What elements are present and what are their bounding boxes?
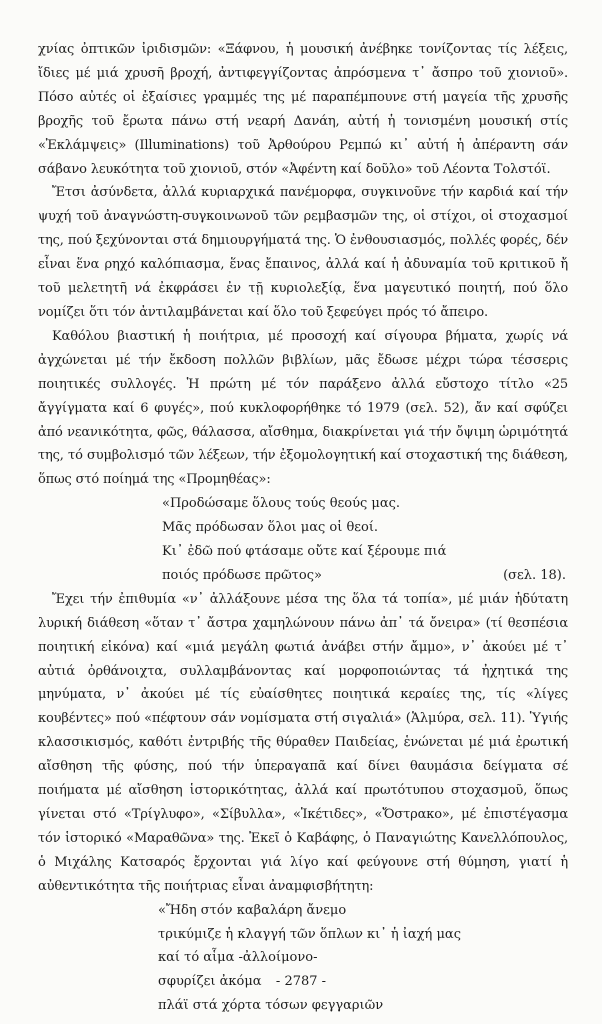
verse-line: σφυρίζει ἀκόμα [158, 974, 262, 990]
paragraph-1: χνίας ὀπτικῶν ἰριδισμῶν: «Ξάφνου, ἡ μουσική ἀνέβηκε τονίζοντας τίς λέξεις, ἴδιες μέ μιά χρυσῆ βροχή, ἀντιφεγγίζοντας ἀπρόσμενα τ᾽ ἄσπρο τοῦ χιονιοῦ». Πόσο αὐτές οἱ ἐξαίσιες γραμμές της μέ παραπέμπουνε στή μαγεία τῆς χρυσῆς βροχῆς τοῦ ἔρωτα πάνω στή νεαρή Δανάη, αὐτή ἡ τονισμένη μουσική στίς «Ἐκλάμψεις» (Illuminations) τοῦ Ἀρθούρου Ρεμπώ κι᾽ αὐτή ἡ ἀπέραντη σάν σάβανο λευκότητα τοῦ χιονιοῦ, στόν «Ἀφέντη καί δοῦλο» τοῦ Λέοντα Τολστόϊ. [38, 42, 568, 177]
verse-line: ποιός πρόδωσε πρῶτος» [162, 567, 322, 583]
paragraph-2: Ἔτσι ἀσύνδετα, ἀλλά κυριαρχικά πανέμορφα, συγκινοῦνε τήν καρδιά καί τήν ψυχή τοῦ ἀναγνώστη-συγκοινωνοῦ τῶν ρεμβασμῶν της, οἱ στίχοι, οἱ στοχασμοί της, πού ξεχύνονται στά δημιουργήματά της. Ὁ ἐνθουσιασμός, πολλές φορές, δέν εἶναι ἕνα ρηχό καλόπιασμα, ἕνας ἔπαινος, ἀλλά καί ἡ ἀδυναμία τοῦ κριτικοῦ ἤ τοῦ μελετητῆ νά ἐκφράσει ἐν τῇ κυριολεξίᾳ, ἕνα μαγευτικό ποιητή, πού ὅλο νομίζει ὅτι τόν ἀντιλαμβάνεται καί ὅλο τοῦ ξεφεύγει πρός τό ἄπειρο. [38, 185, 568, 320]
verse-line: «Προδώσαμε ὅλους τούς θεούς μας. [162, 496, 401, 512]
paragraph-4: Ἔχει τήν ἐπιθυμία «ν᾽ ἀλλάξουνε μέσα της ὅλα τά τοπία», μέ μιάν ἡδύτατη λυρική διάθεση «ὅταν τ᾽ ἄστρα χαμηλώνουν πάνω ἀπ᾽ τά ὄνειρα» (τί θεσπέσια ποιητική εἰκόνα) καί «μιά μεγάλη φωτιά ἀνάβει στήν ἄμμο», ν᾽ ἀκούει μέ τ᾽ αὐτιά ὀρθάνοιχτα, συλλαμβάνοντας καί μορφοποιώντας τά ἠχητικά της μηνύματα, ν᾽ ἀκούει μέ τίς εὐαίσθητες ποιητικά κεραίες της, τίς «λίγες κουβέντες» πού «πέφτουν σάν νομίσματα στή σιγαλιά» (Ἁλμύρα, σελ. 11). Ὑγιής κλασσικισμός, καθότι ἐντριβής τῆς θύραθεν Παιδείας, ἑνώνεται μέ μιά ἐρωτική αἴσθηση τῆς φύσης, πού τήν ὑπεραγαπᾶ καί δίνει θαυμάσια δείγματα σέ ποιήματα μέ αἴσθηση ἱστορικότητας, ἀλλά καί πρωτότυπου στοχασμοῦ, ὅπως γίνεται στό «Τρίγλυφο», «Σίβυλλα», «Ἱκέτιδες», «Ὄστρακο», μέ ἐπιστέγασμα τόν ἱστορικό «Μαραθῶνα» της. Ἐκεῖ ὁ Καβάφης, ὁ Παναγιώτης Κανελλόπουλος, ὁ Μιχάλης Κατσαρός ἔρχονται γιά λίγο καί φεύγουνε στή θύμηση, γιατί ἡ αὐθεντικότητα τῆς ποιήτριας εἶναι ἀναμφισβήτητη: [38, 591, 568, 894]
page-number: - 2787 - [275, 974, 327, 989]
verse-line: πλάϊ στά χόρτα τόσων φεγγαριῶν [158, 998, 384, 1014]
verse-citation: (σελ. 18). [503, 567, 566, 583]
verse-quote-marathon [158, 899, 568, 1019]
verse-last-line-row [162, 564, 568, 588]
verse-quote-prometheus [162, 492, 568, 588]
verse-line: Κι᾽ ἐδῶ πού φτάσαμε οὔτε καί ξέρουμε πιά [162, 544, 447, 560]
verse-line: τρικύμιζε ἡ κλαγγή τῶν ὅπλων κι᾽ ἡ ἰαχή μας [158, 926, 461, 942]
paragraph-3: Καθόλου βιαστική ἡ ποιήτρια, μέ προσοχή καί σίγουρα βήματα, χωρίς νά ἀγχώνεται μέ τήν ἔκδοση πολλῶν βιβλίων, μᾶς ἔδωσε μέχρι τώρα τέσσερις ποιητικές συλλογές. Ἡ πρώτη μέ τόν παράξενο ἀλλά εὔστοχο τίτλο «25 ἄγγίγματα καί 6 φυγές», πού κυκλοφορήθηκε τό 1979 (σελ. 52), ἄν καί σφύζει ἀπό νεανικότητα, φῶς, θάλασσα, αἴσθημα, διακρίνεται γιά τήν ὄψιμη ὡριμότητά της, τό συμβολισμό τῶν λέξεων, τήν ἐξομολογητική καί στοχαστική της διάθεση, ὅπως στό ποίημά της «Προμηθέας»: [38, 328, 568, 488]
body-text [38, 38, 568, 1018]
verse-line: καί τό αἷμα -ἀλλοίμονο- [158, 950, 318, 966]
verse-line: «Ἤδη στόν καβαλάρη ἄνεμο [158, 902, 347, 918]
verse-line: Μᾶς πρόδωσαν ὅλοι μας οἱ θεοί. [162, 520, 379, 536]
